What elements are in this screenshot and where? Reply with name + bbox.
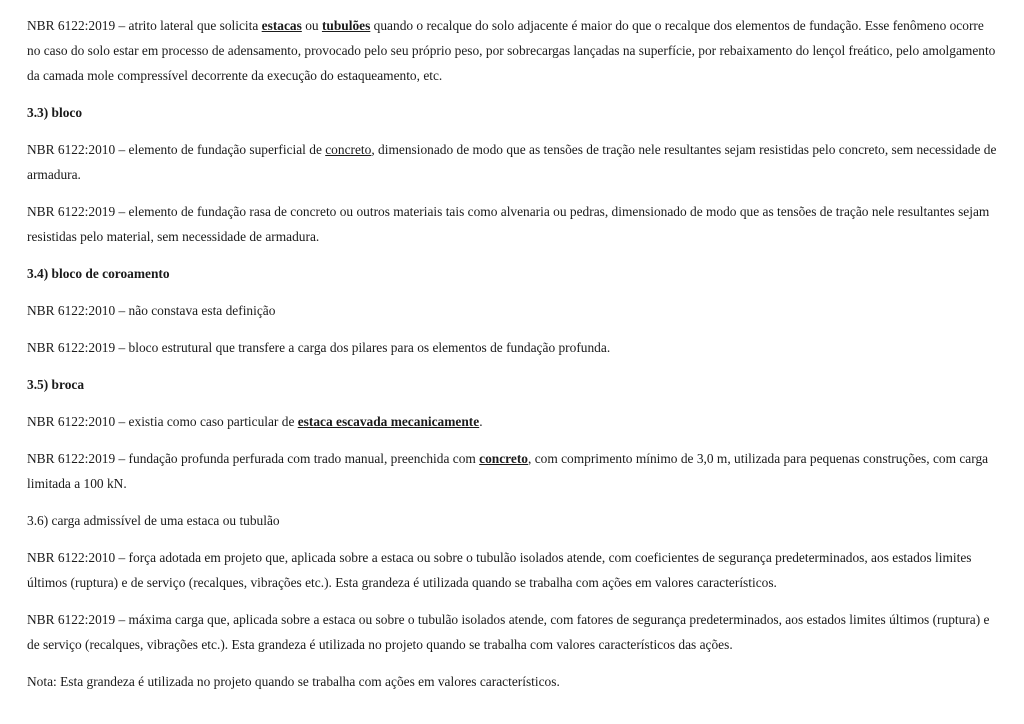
paragraph-broca-2019	[27, 446, 998, 496]
paragraph-text: quando o recalque do solo adjacente é maior do que o recalque dos elementos de fundação. Esse fenômeno ocorre no caso do solo estar em processo de adensamento, provocado pelo seu próprio peso, por sobrecargas lançadas na superfície, por rebaixamento do lençol freático, pelo amolgamento da camada mole compressível decorrente da execução do estaqueamento, etc.	[27, 18, 996, 83]
link-concreto-broca[interactable]: concreto	[479, 451, 528, 466]
paragraph-broca-2010	[27, 409, 998, 434]
paragraph-text: ou	[301, 18, 322, 33]
section-heading-bloco: 3.3) bloco	[27, 105, 83, 120]
paragraph-text: .	[479, 414, 483, 429]
link-estaca-escavada[interactable]: estaca escavada mecanicamente	[297, 414, 480, 429]
paragraph-text: NBR 6122:2010 – existia como caso particular de	[27, 414, 298, 429]
paragraph-text: NBR 6122:2019 – atrito lateral que solicita	[27, 18, 262, 33]
paragraph-text: , com comprimento mínimo de 3,0 m, utilizada para pequenas construções, com carga limitada a 100 kN.	[27, 451, 989, 491]
paragraph-bloco-2019: NBR 6122:2019 – elemento de fundação rasa de concreto ou outros materiais tais como alvenaria ou pedras, dimensionado de modo que as tensões de tração nele resultantes sejam resistidas pelo material, sem necessidade de armadura.	[27, 204, 990, 244]
paragraph-bloco-2010	[27, 137, 998, 187]
paragraph-coroamento-2019: NBR 6122:2019 – bloco estrutural que transfere a carga dos pilares para os elementos de fundação profunda.	[27, 340, 611, 355]
section-heading-carga-admissivel: 3.6) carga admissível de uma estaca ou tubulão	[27, 513, 280, 528]
link-concreto[interactable]: concreto	[325, 142, 372, 157]
paragraph-carga-2010: NBR 6122:2010 – força adotada em projeto que, aplicada sobre a estaca ou sobre o tubulão isolados atende, com coeficientes de segurança predeterminados, aos estados limites últimos (ruptura) e de serviço (recalques, vibrações etc.). Esta grandeza é utilizada quando se trabalha com ações em valores característicos.	[27, 550, 972, 590]
paragraph-coroamento-2010: NBR 6122:2010 – não constava esta definição	[27, 303, 276, 318]
link-estacas[interactable]: estacas	[261, 18, 302, 33]
paragraph-text: NBR 6122:2010 – elemento de fundação superficial de	[27, 142, 326, 157]
paragraph-nota: Nota: Esta grandeza é utilizada no projeto quando se trabalha com ações em valores característicos.	[27, 674, 560, 689]
link-tubuloes[interactable]: tubulões	[321, 18, 371, 33]
paragraph-carga-2019: NBR 6122:2019 – máxima carga que, aplicada sobre a estaca ou sobre o tubulão isolados atende, com fatores de segurança predeterminados, aos estados limites últimos (ruptura) e de serviço (recalques, vibrações etc.). Esta grandeza é utilizada no projeto quando se trabalha com valores característicos das ações.	[27, 612, 990, 652]
section-heading-broca: 3.5) broca	[27, 377, 85, 392]
paragraph-atrito-negativo	[27, 13, 998, 88]
paragraph-text: , dimensionado de modo que as tensões de tração nele resultantes sejam resistidas pelo concreto, sem necessidade de armadura.	[27, 142, 997, 182]
paragraph-text: NBR 6122:2019 – fundação profunda perfurada com trado manual, preenchida com	[27, 451, 480, 466]
section-heading-bloco-coroamento: 3.4) bloco de coroamento	[27, 266, 170, 281]
